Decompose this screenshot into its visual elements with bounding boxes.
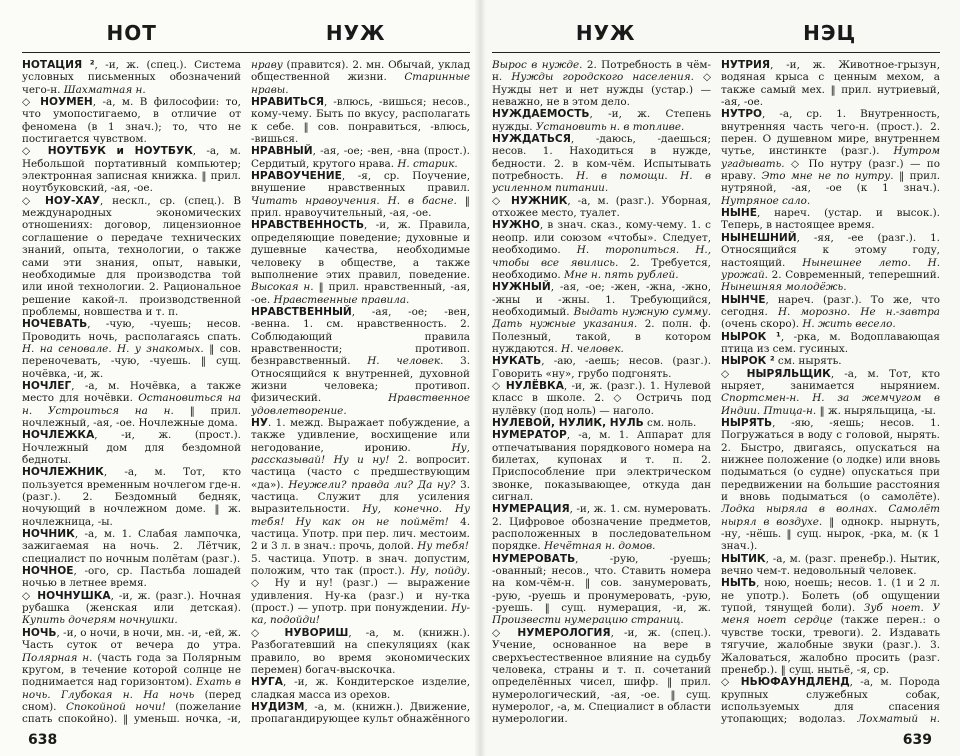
dictionary-entry: [721, 553, 940, 578]
entry-example: Нравственное удовлетворение.: [251, 392, 470, 417]
entry-definition: , -а, м. 1. Аппарат для отпечатывания порядкового номера на билетах, купонах и т. п. 2. Приспособление при электрическом звонке, показывающее, откуда дан сигнал.: [492, 429, 711, 504]
entry-headword: НРАВИТЬСЯ: [251, 96, 325, 109]
dictionary-entry: [251, 627, 470, 676]
entry-example: Н. человек.: [367, 355, 444, 368]
entry-definition: , -а, м. Тот, кто ныряет, занимается нырянием.: [721, 367, 940, 392]
entry-definition: , -и, ж. (разг.). 1. Нулевой класс в школе. 2. ◇ Остричь под нулёвку (под ноль) — наголо.: [492, 379, 711, 417]
right-page-number: 639: [902, 732, 932, 748]
dictionary-entry: [492, 627, 711, 726]
entry-headword: НРАВСТВЕННОСТЬ: [251, 219, 365, 232]
entry-headword: НУГА: [251, 676, 283, 689]
right-page: [480, 0, 960, 756]
dictionary-entry: [22, 318, 241, 380]
dictionary-entry: [22, 466, 241, 528]
entry-example: нраву: [251, 59, 283, 71]
entry-headword: ◇ НУЛЁВКА: [492, 379, 564, 392]
entry-headword: НЫНЕ: [721, 207, 757, 220]
entry-definition: , -и, ж. Животное-грызун, водяная крыса с ценным мехом, а также самый мех. ‖ прил. нутриевый, -ая, -ое.: [721, 59, 940, 109]
entry-definition: , -а, м. 1. Слабая лампочка, зажигаемая на ночь. 2. Лётчик, специалист по ночным полётам (разг.).: [22, 528, 241, 565]
right-columns: [492, 59, 940, 727]
dictionary-entry: [721, 355, 940, 367]
entry-headword: НЫТИК: [721, 552, 766, 565]
entry-definition: , нареч. (разг.). То же, что сегодня.: [721, 293, 940, 318]
entry-example: Остановиться на н. Устроиться на н.: [22, 392, 241, 417]
entry-headword: НУТРИЯ: [721, 59, 771, 71]
entry-example: Произвести нумерацию страниц.: [492, 614, 684, 627]
left-header-last-word: НУЖ: [325, 21, 386, 45]
entry-definition-cont: 2. вопросит. частица (часто с предшествующим «да»).: [251, 454, 470, 491]
entry-example: Установить н. в топливе.: [535, 120, 685, 133]
entry-example: Спокойной ночи!: [65, 700, 166, 713]
dictionary-entry: [251, 306, 470, 417]
entry-definition: , -ая, -ое; -вен, -венна. 1. см. нравственность. 2. Соблюдающий правила нравственности; противоп. безнравственный.: [251, 305, 470, 368]
entry-definition-cont: ‖ однокр. нырнуть, -ну, -нёшь. ‖ сущ. нырок, -рка, м. (к 1 знач.).: [721, 515, 940, 553]
entry-definition-cont: (пожелание спать спокойно). ‖ уменьш. ночка, -и,: [22, 700, 241, 726]
dictionary-entry: [251, 676, 470, 701]
entry-example: Выдать нужную сумму. Дать нужные указания.: [492, 305, 711, 331]
entry-example: Мне н. пять рублей.: [563, 268, 679, 281]
entry-headword: ◇ НОУ-ХАУ: [22, 194, 100, 207]
dictionary-entry: [721, 294, 940, 331]
left-running-head: [22, 14, 470, 53]
dictionary-entry: [251, 417, 470, 553]
entry-definition: , -а, м. (разг.). Уборная, отхожее место, туалет.: [492, 194, 711, 220]
entry-definition: . 1. межд. Выражает побуждение, а также удивление, восхищение или негодование, иронию.: [251, 416, 470, 454]
dictionary-entry: [721, 331, 940, 356]
entry-definition-cont: (также перен.: о чувстве тоски, тревоги). 2. Издавать тягучие, жалобные звуки (разг.). 3. Жаловаться, жалобно просить (разг. пренебр.). ‖ сущ. нытьё, -я, ср.: [721, 614, 940, 676]
entry-headword: НОЧЛЕГ: [22, 379, 72, 392]
dictionary-entry: [721, 108, 940, 207]
entry-headword: НУМЕРОВАТЬ: [492, 552, 576, 565]
entry-definition: , -а, ср. 1. Внутренность, внутренняя часть чего-н. (прост.). 2. перен. О душевном мире, внутреннем чутье, инстинкте (разг.).: [721, 108, 940, 158]
entry-headword: НЫНЧЕ: [721, 293, 766, 306]
entry-headword: НОЧЛЕЖНИК: [22, 466, 104, 479]
entry-headword: НУМЕРАЦИЯ: [492, 503, 570, 516]
entry-definition: , -рую, -руешь; -ованный; несов., что. Ставить номера на ком-чём-н. ‖ сов. занумеровать, -рую, -руешь и пронумеровать, -рую, -руешь. ‖ сущ. нумерация, -и, ж.: [492, 552, 711, 615]
entry-headword: НЫРЯТЬ: [721, 416, 773, 429]
entry-definition: , -и, ж. (спец.). Учение, основанное на вере в сверхъестественное влияние на судьбу человека, страны и т. п. сочетаний определённых чисел, шифр. ‖ прил. нумерологический, -ая, -ое. ‖ сущ. нумеролог, -а, м. Специалист в области нумерологии.: [492, 626, 711, 726]
dictionary-entry: [492, 726, 711, 727]
dictionary-entry: [251, 59, 470, 96]
entry-definition-cont: ‖ прил. нравственный, -ая, -ое.: [251, 281, 470, 306]
entry-example: Высокая н.: [251, 281, 314, 294]
dictionary-entry: [721, 368, 940, 417]
entry-definition-cont: 2. Современный, теперешний.: [767, 268, 940, 281]
entry-definition: , -и, о ночи, в ночи, мн. -и, -ей, ж. Часть суток от вечера до утра.: [22, 626, 241, 652]
dictionary-entry: [22, 380, 241, 429]
entry-definition: , нескл., ср. (спец.). В международных экономических отношениях: договор, лицензионное соглашение о передаче технических знаний, опыта, технологии, о также сами эти знания, опыт, навыки, необходимые для производства той или иной технологии. 2. Рациональное решение какой-л. производственной проблемы, новшества и т. п.: [22, 194, 241, 318]
dictionary-entry: [492, 355, 711, 380]
entry-example: Нынешнее лето. Н. урожай.: [721, 256, 940, 281]
dictionary-entry: [721, 577, 940, 676]
entry-example: Н. на сеновале. Н. у знакомых.: [22, 342, 204, 355]
entry-definition-cont: ‖ прил. нравоучительный, -ая, -ое.: [251, 194, 470, 220]
entry-example: Шахматная н.: [63, 83, 146, 96]
entry-definition: , -а, м. В философии: то, что умопостигаемо, в отличие от феномена (в 1 знач.); то, что не постигается чувством.: [22, 96, 241, 146]
entry-example: Н. в помощи. Н. в усиленном питании.: [492, 170, 711, 195]
entry-definition: , -и, ж. (разг.). Ночная рубашка (женская или детская).: [22, 589, 241, 615]
entry-headword: ◇ НЫРЯЛЬЩИК: [721, 367, 831, 380]
entry-definition-cont: 3. частица. Служит для усиления выразительности.: [251, 478, 470, 516]
entry-headword: ◇ НОЧНУШКА: [22, 589, 111, 602]
entry-example: Купить дочерям ночнушки.: [22, 614, 178, 627]
entry-definition-cont: (правится). 2. мн. Обычай, уклад общественной жизни.: [251, 59, 470, 84]
entry-headword: НУЖДАТЬСЯ: [492, 133, 571, 146]
entry-definition: 5. частица. Употр. в знач. допустим, положим, что так (прост.).: [251, 552, 470, 578]
entry-example: Ну тебя!: [417, 540, 469, 553]
entry-headword: НУДИЗМ: [251, 700, 305, 713]
entry-headword: НРАВСТВЕННЫЙ: [251, 305, 352, 318]
left-column-2: [251, 59, 470, 727]
entry-definition: , -и, ж. Кондитерское изделие, сладкая масса из орехов.: [251, 676, 470, 701]
dictionary-entry: [251, 145, 470, 170]
entry-example: Нечётная н. домов.: [544, 540, 656, 553]
right-column-1: [492, 59, 711, 727]
entry-example: Ну, пойду.: [410, 565, 470, 578]
dictionary-entry: [721, 232, 940, 294]
entry-definition-cont: (очень скоро).: [721, 318, 803, 331]
entry-definition: см. нырять.: [774, 355, 842, 368]
dictionary-entry: [492, 133, 711, 195]
entry-headword: НЫНЕШНИЙ: [721, 231, 797, 244]
dictionary-entry: [492, 429, 711, 503]
entry-example: Это мне не по нутру.: [761, 170, 894, 183]
entry-definition: , -аю, -аешь; несов. (разг.). Говорить «ну», грубо подгонять.: [492, 355, 711, 380]
dictionary-entry: [22, 195, 241, 318]
dictionary-entry: [721, 676, 940, 727]
entry-headword: НУЖДАЕМОСТЬ: [492, 108, 590, 121]
dictionary-entry: [251, 219, 470, 305]
dictionary-entry: [721, 207, 940, 232]
entry-definition: см. ноль.: [643, 416, 697, 429]
entry-example: Ну-ка, подойди!: [251, 602, 470, 627]
entry-example: Полярная н.: [22, 651, 93, 664]
entry-definition: , -и, ж. (спец.). Система условных письменных обозначений чего-н.: [22, 59, 241, 96]
entry-example: Ехать в ночь. Глубокая н. На ночь: [22, 676, 241, 701]
dictionary-entry: [492, 195, 711, 220]
entry-example: Нравственные правила.: [273, 293, 410, 306]
entry-definition: , -а, м. Ночёвка, а также место для ночёвки.: [22, 379, 241, 405]
entry-headword: НЫТЬ: [721, 577, 757, 590]
entry-headword: НЫРОК ²: [721, 355, 775, 368]
entry-definition: , -ая, -ое; -вен, -вна (прост.). Сердитый, крутого нрава.: [251, 145, 470, 170]
entry-headword: НЫРОК ¹: [721, 330, 781, 343]
entry-headword: НОТАЦИЯ ²: [22, 59, 95, 71]
entry-definition: , -ого, ср. Пастьба лошадей ночью в летнее время.: [22, 565, 241, 590]
entry-example: Нынешняя молодёжь.: [721, 281, 847, 294]
entry-headword: НОЧЛЕЖКА: [22, 429, 95, 442]
entry-headword: ◇ НУЖНИК: [492, 194, 568, 207]
entry-definition: , -а, м. Небольшой портативный компьютер; электронная записная книжка. ‖ прил. ноутбуковский, -ая, -ое.: [22, 145, 241, 195]
entry-headword: НУМЕРАТОР: [492, 429, 567, 442]
right-header-first-word: НУЖ: [575, 21, 636, 45]
entry-definition-cont: 4. частица. Употр. при пер. лич. местоим. 2 и 3 л. в знач.: прочь, долой.: [251, 515, 470, 553]
left-columns: [22, 59, 470, 727]
entry-example: Лодка ныряла в волнах. Самолёт нырял в воздухе.: [721, 503, 940, 528]
entry-example: Нутром угадывать.: [721, 145, 940, 170]
entry-headword: ◇ НОУТБУК и НОУТБУК: [22, 145, 193, 158]
entry-headword: НОЧНОЕ: [22, 565, 74, 578]
entry-example: Вырос в нужде.: [492, 59, 583, 71]
entry-example: Старинные нравы.: [251, 71, 470, 96]
entry-example: Н. человек.: [560, 342, 624, 355]
left-page-number: 638: [28, 732, 58, 748]
dictionary-entry: [492, 380, 711, 417]
entry-example: Неужели? правда ли? Да ну?: [288, 478, 456, 491]
entry-definition-cont: ◇ Ну и ну! (разг.) — выражение удивления. Ну-ка (разг.) и ну-тка (прост.) — употр. при понуждении.: [251, 577, 470, 615]
entry-definition-cont: 2. Требуется, необходимо.: [492, 256, 711, 281]
entry-definition: , -и, ж. 1. см. нумеровать. 2. Цифровое обозначение предметов, расположенных в последовательном порядке.: [492, 503, 711, 553]
entry-headword: НУЛЕВОЙ, НУЛИК, НУЛЬ: [492, 416, 644, 429]
entry-headword: [492, 726, 562, 727]
dictionary-entry: [492, 553, 711, 627]
entry-headword: НУЖНО: [492, 219, 540, 232]
entry-definition-cont: ◇ По нутру (разг.) — по нраву.: [721, 157, 940, 183]
entry-headword: ◇ НОУМЕН: [22, 96, 93, 109]
entry-definition: , в знач. сказ., кому-чему. 1. с неопр. или союзом «чтобы». Следует, необходимо.: [492, 219, 711, 257]
entry-headword: ◇ НУВОРИШ: [251, 626, 349, 639]
dictionary-entry: [492, 219, 711, 281]
entry-example: Читать нравоучения. Н. в басне.: [251, 194, 457, 207]
entry-definition-cont: ‖ прил. нутряной, -ая, -ое (к 1 знач.).: [721, 170, 940, 195]
entry-example: Ну, рассказывай! Ну и ну!: [251, 441, 470, 466]
entry-example: Нужды городского населения.: [511, 71, 694, 84]
entry-headword: ◇ НУМЕРОЛОГИЯ: [492, 626, 611, 639]
entry-example: Ну, конечно. Ну тебя! Ну как он не поймёт!: [251, 503, 470, 528]
entry-definition: , -я, ср. Поучение, внушение нравственных правил.: [251, 170, 470, 195]
entry-definition-cont: 2. полн. ф. Полезный, такой, в котором нуждаются.: [492, 318, 711, 355]
dictionary-entry: [492, 281, 711, 355]
entry-definition-cont: 2. Потребность в чём-н.: [492, 59, 711, 84]
entry-definition-cont: ‖ прил. ночлежный, -ая, -ое. Ночлежные дома.: [22, 404, 241, 429]
dictionary-entry: [492, 59, 711, 108]
dictionary-entry: [251, 170, 470, 219]
dictionary-entry: [251, 701, 470, 727]
entry-definition-cont: (часть года за Полярным кругом, в течение которой солнце не поднимается над горизонтом).: [22, 651, 241, 689]
left-column-1: [22, 59, 241, 727]
entry-example: Нутряное сало.: [721, 194, 811, 207]
entry-definition-cont: ‖ сов. переночевать, -чую, -чуешь. ‖ сущ. ночёвка, -и, ж.: [22, 342, 241, 380]
dictionary-entry: [721, 417, 940, 553]
dictionary-entry: [22, 429, 241, 466]
right-running-head: [492, 14, 940, 53]
left-header-first-word: НОТ: [106, 21, 157, 45]
entry-definition-cont: (перед сном).: [22, 688, 241, 713]
entry-headword: НУ: [251, 416, 269, 429]
dictionary-entry: [22, 528, 241, 565]
entry-definition: , -а, м. Тот, кто пользуется временным ночлегом где-н. (разг.). 2. Бездомный бедняк, ночующий в ночлежном доме. ‖ ж. ночлежница, -ы.: [22, 466, 241, 528]
entry-example: Спортсмен-н. Н. за жемчугом в Индии. Птица-н.: [721, 392, 940, 417]
entry-headword: НУТРО: [721, 108, 763, 121]
entry-definition: , -и, ж. Правила, определяющие поведение; духовные и душевные качества, необходимые человеку в обществе, а также выполнение этих правил, поведение.: [251, 219, 470, 281]
dictionary-entry: [251, 553, 470, 627]
entry-definition-cont: 3. Относящийся к внутренней, духовной жизни человека; противоп. физический.: [251, 355, 470, 405]
entry-definition: , -и, ж. (прост.). Ночлежный дом для бездомной бедноты.: [22, 429, 241, 466]
dictionary-entry: [721, 59, 940, 108]
entry-definition: , ною, ноешь; несов. 1. (1 и 2 л. не употр.). Болеть (об ощущении тупой, тянущей боли).: [721, 577, 940, 615]
entry-example: Н. жить весело.: [802, 318, 896, 331]
dictionary-entry: [22, 565, 241, 590]
dictionary-entry: [22, 96, 241, 145]
entry-example: Зуб ноет. У меня ноет сердце: [721, 602, 940, 627]
entry-definition-cont: ◇ Нужды нет и нет нужды (устар.) — неважно, не в этом дело.: [492, 71, 711, 109]
entry-headword: НОЧЕВАТЬ: [22, 318, 88, 331]
entry-definition: , -даюсь, -даешься; несов. 1. Находиться в нужде, бедности. 2. в ком-чём. Испытывать потребность.: [492, 133, 711, 183]
dictionary-entry: [22, 627, 241, 727]
entry-headword: НРАВОУЧЕНИЕ: [251, 170, 342, 183]
entry-example: Лохматый н.: [857, 713, 940, 726]
entry-definition: , нареч. (устар. и высок.). Теперь, в настоящее время.: [721, 207, 940, 232]
entry-definition: , -а, м. (книжн.). Разбогатевший на спекуляциях (как правило, во время экономических перемен) богач-выскочка.: [251, 626, 470, 676]
entry-headword: НУКАТЬ: [492, 355, 542, 368]
entry-headword: НУЖНЫЙ: [492, 281, 551, 294]
entry-definition: , -влюсь, -вишься; несов., кому-чему. Быть по вкусу, располагать к себе. ‖ сов. понравиться, -влюсь, -вишься.: [251, 96, 470, 146]
entry-example: Н. торопиться. Н., чтобы все явились.: [492, 244, 711, 269]
entry-example: Н. морозно. Не н.-завтра: [777, 305, 940, 318]
entry-definition: , -а, м. Порода крупных служебных собак, используемых для спасения утопающих; водолаз.: [721, 676, 940, 726]
entry-headword: НОЧНИК: [22, 528, 75, 541]
entry-definition: , -яю, -яешь; несов. 1. Погружаться в воду с головой, нырять. 2. Быстро, двигаясь, опускаться на нижнее положение (о лодке) или вновь подыматься (о судне) опускаться при передвижении на большие расстояния и вновь подыматься (о самолёте).: [721, 416, 940, 504]
entry-definition: , -яя, -ее (разг.). 1. Относящийся к этому году, настоящий.: [721, 231, 940, 269]
entry-example: Н. старик.: [397, 157, 458, 170]
right-column-2: [721, 59, 940, 727]
dictionary-entry: [492, 108, 711, 133]
entry-definition: , -а, м. (разг. пренебр.). Нытик, вечно чем-т. недовольный человек.: [721, 552, 940, 578]
dictionary-entry: [22, 145, 241, 194]
entry-definition: , -а, м. (книжн.). Движение, пропагандирующее культ обнажённого: [251, 700, 470, 726]
dictionary-entry: [22, 590, 241, 627]
dictionary-entry: [22, 59, 241, 96]
entry-headword: НРАВНЫЙ: [251, 145, 313, 158]
entry-definition: , -рка, м. Водоплавающая птица из сем. гусиных.: [721, 330, 940, 355]
entry-definition: , -чую, -чуешь; несов. Проводить ночь, располагаясь спать.: [22, 318, 241, 343]
entry-definition: , -ая, -ое; -жен, -жна, -жно, -жны и -жны. 1. Требующийся, необходимый.: [492, 281, 711, 318]
entry-definition-cont: ‖ ж. ныряльщица, -ы.: [816, 404, 936, 417]
entry-definition: , -и, ж. Степень нужды.: [492, 108, 711, 133]
dictionary-entry: [492, 417, 711, 429]
dictionary-entry: [492, 503, 711, 552]
entry-headword: ◇ НЬЮФАУНДЛЕНД: [721, 676, 850, 689]
right-header-last-word: НЭЦ: [803, 21, 857, 45]
dictionary-entry: [251, 96, 470, 145]
book-gutter: [474, 0, 486, 756]
entry-headword: НОЧЬ: [22, 626, 57, 639]
